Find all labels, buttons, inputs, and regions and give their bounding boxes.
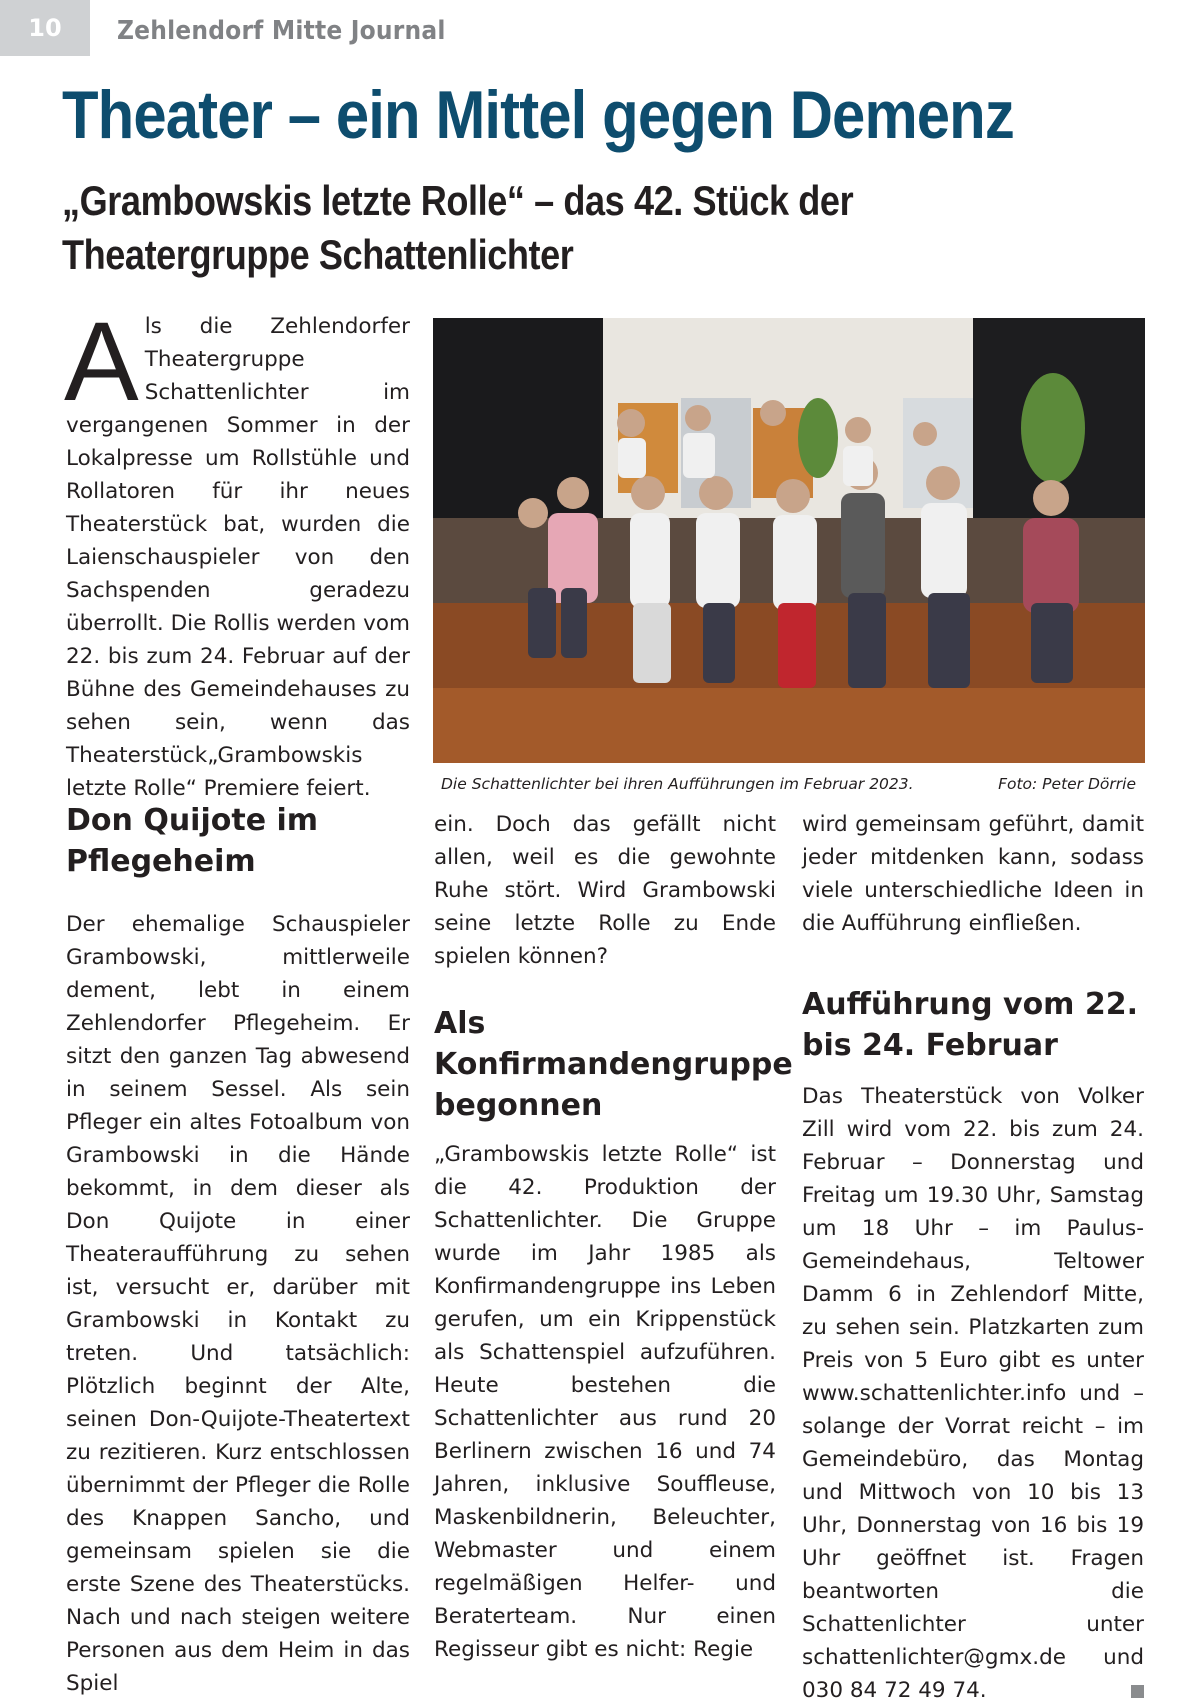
section-continuation-konfirmanden: wird gemeinsam geführt, damit jeder mitdenken kann, sodass viele unterschiedliche Ideen in die Aufführung einfließen. [802,812,1144,936]
section-heading-konfirmanden: Als Konfirmandengruppe begonnen [434,1006,793,1123]
section-text-auffuehrung [802,1080,1144,1707]
intro-paragraph [64,299,410,805]
section-heading-don-quijote: Don Quijote im Pflegeheim [66,803,319,879]
photo-caption: Die Schattenlichter bei ihren Aufführungen im Februar 2023. [441,775,914,793]
end-mark-icon [1131,1685,1144,1698]
drop-cap: A [64,299,139,424]
section-text-konfirmanden: „Grambowskis letzte Rolle“ ist die 42. Produktion der Schattenlichter. Die Gruppe wurde im Jahr 1985 als Konfirmandengruppe ins Leben gerufen, um ein Krippenstück als Schattenspiel aufzuführen. Heute bestehen die Schattenlichter aus rund 20 Berlinern zwischen 16 und 74 Jahren, inklusive Souffleuse, Maskenbildnerin, Beleuchter, Webmaster und einem regelmäßigen Helfer- und Beraterteam. Nur einen Regisseur gibt es nicht: Regie [434,1142,776,1662]
photo-credit: Foto: Peter Dörrie [998,775,1136,793]
page-number: 10 [0,0,90,56]
auffuehrung-text: Das Theaterstück von Volker Zill wird vom 22. bis zum 24. Februar – Donnerstag und Freitag um 19.30 Uhr, Samstag um 18 Uhr – im Paulus-Gemeindehaus, Teltower Damm 6 in Zehlendorf Mitte, zu sehen sein. Platzkarten zum Preis von 5 Euro gibt es unter www.schattenlichter.info und – solange der Vorrat reicht – im Gemeindebüro, das Montag und Mittwoch von 10 bis 13 Uhr, Donnerstag von 16 bis 19 Uhr geöffnet ist. Fragen beantworten die Schattenlichter unter schattenlichter@gmx.de und 030 84 72 49 74. [802,1084,1144,1703]
journal-name: Zehlendorf Mitte Journal [117,16,446,46]
section-continuation-don-quijote: ein. Doch das gefällt nicht allen, weil es die gewohnte Ruhe stört. Wird Grambowski seine letzte Rolle zu Ende spielen können? [434,812,776,969]
headline: Theater – ein Mittel gegen Demenz [62,77,1014,153]
column-1 [66,800,410,1700]
column-2 [434,808,793,1666]
section-heading-auffuehrung: Aufführung vom 22. bis 24. Februar [802,987,1139,1063]
theater-group-photo [433,318,1145,763]
subheadline: „Grambowskis letzte Rolle“ – das 42. Stück der Theatergruppe Schattenlichter [62,177,854,278]
section-text-don-quijote: Der ehemalige Schauspieler Grambowski, mittlerweile dement, lebt in einem Zehlendorfer Pflegeheim. Er sitzt den ganzen Tag abwesend in seinem Sessel. Als sein Pfleger ein altes Fotoalbum von Grambowski in die Hände bekommt, in dem dieser als Don Quijote in einer Theateraufführung zu sehen ist, versucht er, darüber mit Grambowski in Kontakt zu treten. Und tatsächlich: Plötzlich beginnt der Alte, seinen Don-Quijote-Theatertext zu rezitieren. Kurz entschlossen übernimmt der Pfleger die Rolle des Knappen Sancho, und gemeinsam spielen sie die erste Szene des Theaterstücks. Nach und nach steigen weitere Personen aus dem Heim in das Spiel [66,912,410,1696]
column-3 [802,808,1144,1707]
intro-text: ls die Zehlendorfer Theatergruppe Schattenlichter im vergangenen Sommer in der Lokalpresse um Rollstühle und Rollatoren für ihr neues Theaterstück bat, wurden die Laienschauspieler von den Sachspenden geradezu überrollt. Die Rollis werden vom 22. bis zum 24. Februar auf der Bühne des Gemeindehauses zu sehen sein, wenn das Theaterstück„Grambowskis letzte Rolle“ Premiere feiert. [66,314,410,801]
